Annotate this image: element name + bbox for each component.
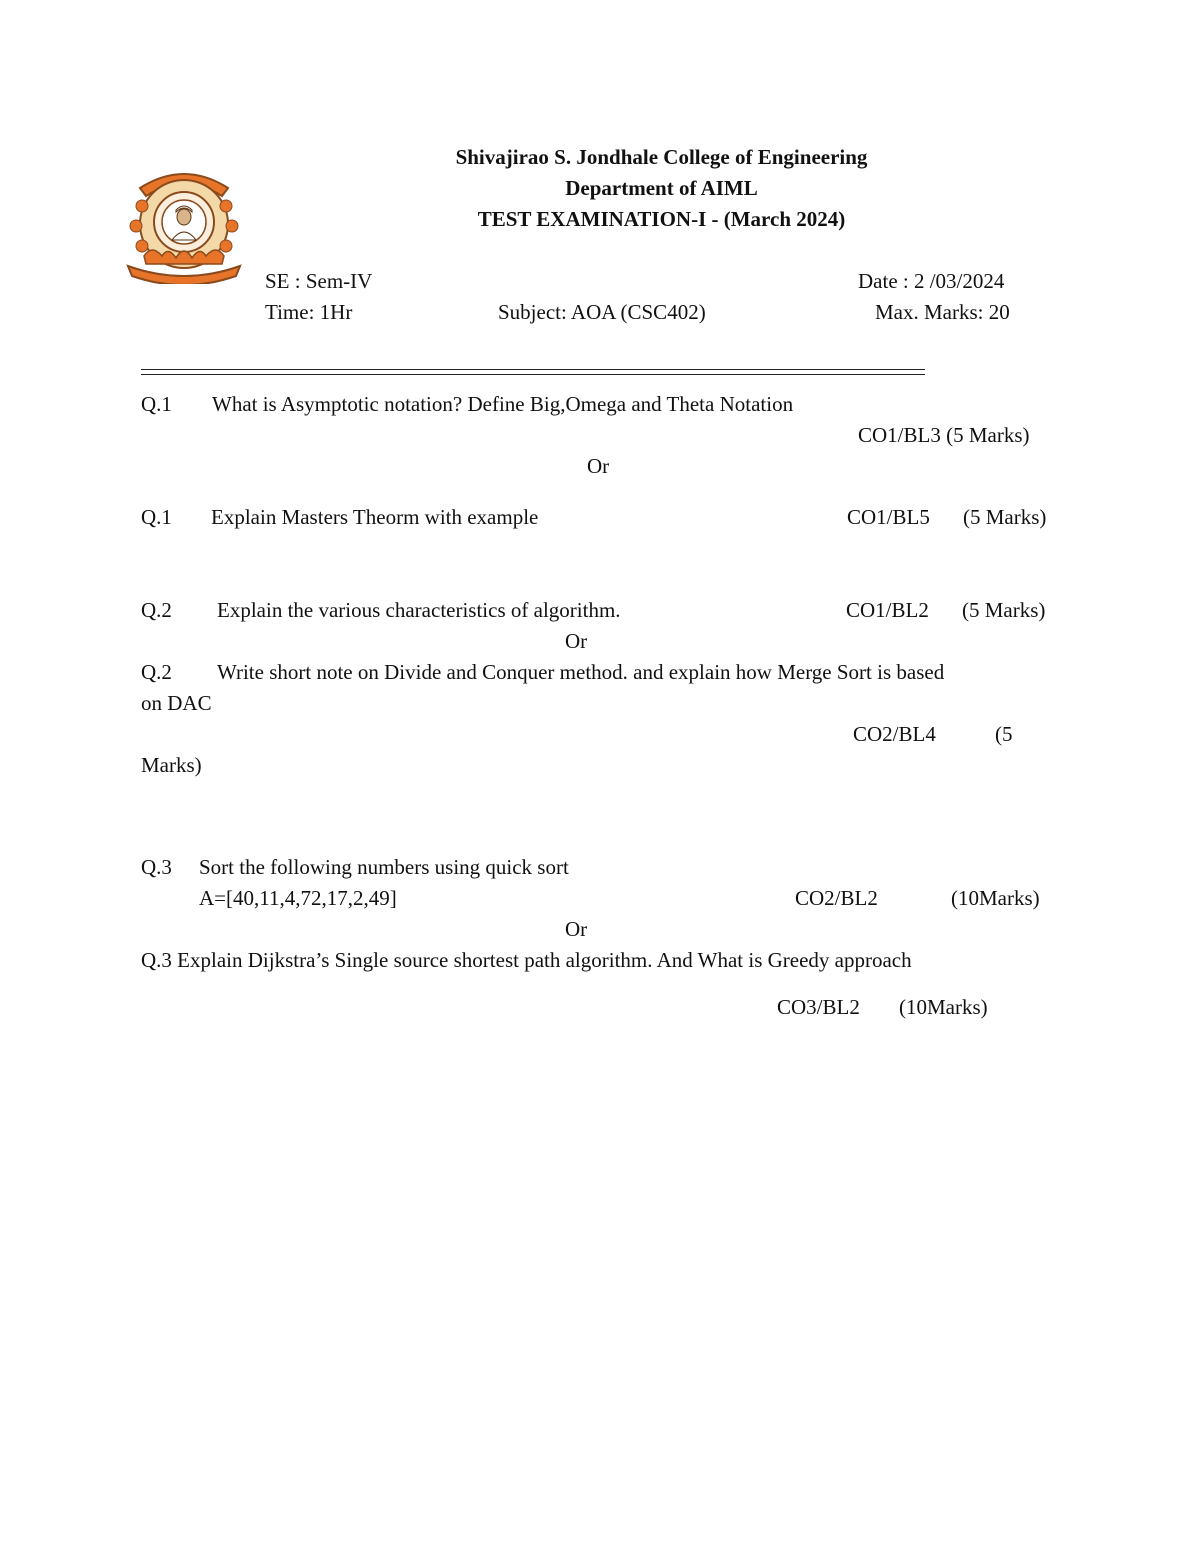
q2a-marks: (5 Marks) bbox=[962, 598, 1046, 622]
max-marks: Max. Marks: 20 bbox=[875, 300, 1010, 324]
q3b-text: Q.3 Explain Dijkstra’s Single source shortest path algorithm. And What is Greedy approach bbox=[141, 948, 912, 972]
q3a-marks: (10Marks) bbox=[951, 886, 1040, 910]
q2b-co: CO2/BL4 bbox=[853, 722, 936, 746]
q3b-marks: (10Marks) bbox=[899, 995, 988, 1019]
q1a-co-marks: CO1/BL3 (5 Marks) bbox=[858, 423, 1030, 447]
q2a-co: CO1/BL2 bbox=[846, 598, 929, 622]
q2b-text-line2: on DAC bbox=[141, 691, 212, 715]
q2a-number: Q.2 bbox=[141, 598, 172, 622]
q1b-number: Q.1 bbox=[141, 505, 172, 529]
class-semester: SE : Sem-IV bbox=[265, 269, 373, 293]
college-name: Shivajirao S. Jondhale College of Engineering bbox=[455, 145, 868, 169]
q3a-number: Q.3 bbox=[141, 855, 172, 879]
q1a-text: What is Asymptotic notation? Define Big,Omega and Theta Notation bbox=[212, 392, 794, 416]
or-separator-3: Or bbox=[565, 917, 588, 941]
exam-date: Date : 2 /03/2024 bbox=[858, 269, 1005, 293]
q1b-text: Explain Masters Theorm with example bbox=[211, 505, 539, 529]
q2b-marks-part1: (5 bbox=[995, 722, 1013, 746]
exam-time: Time: 1Hr bbox=[265, 300, 353, 324]
department-name: Department of AIML bbox=[565, 176, 758, 200]
q1b-co: CO1/BL5 bbox=[847, 505, 930, 529]
q2b-number: Q.2 bbox=[141, 660, 172, 684]
q2b-text-line1: Write short note on Divide and Conquer method. and explain how Merge Sort is based bbox=[217, 660, 945, 684]
header-divider-top bbox=[141, 369, 925, 370]
header-divider-bottom bbox=[141, 374, 925, 375]
exam-subject: Subject: AOA (CSC402) bbox=[498, 300, 706, 324]
or-separator-2: Or bbox=[565, 629, 588, 653]
q2a-text: Explain the various characteristics of algorithm. bbox=[217, 598, 621, 622]
q3b-co: CO3/BL2 bbox=[777, 995, 860, 1019]
q1b-marks: (5 Marks) bbox=[963, 505, 1047, 529]
q2b-marks-part2: Marks) bbox=[141, 753, 202, 777]
q1a-number: Q.1 bbox=[141, 392, 172, 416]
q3a-co: CO2/BL2 bbox=[795, 886, 878, 910]
q3a-text: Sort the following numbers using quick sort bbox=[199, 855, 569, 879]
q3a-array: A=[40,11,4,72,17,2,49] bbox=[199, 886, 397, 910]
or-separator-1: Or bbox=[587, 454, 610, 478]
exam-title: TEST EXAMINATION-I - (March 2024) bbox=[477, 207, 846, 231]
